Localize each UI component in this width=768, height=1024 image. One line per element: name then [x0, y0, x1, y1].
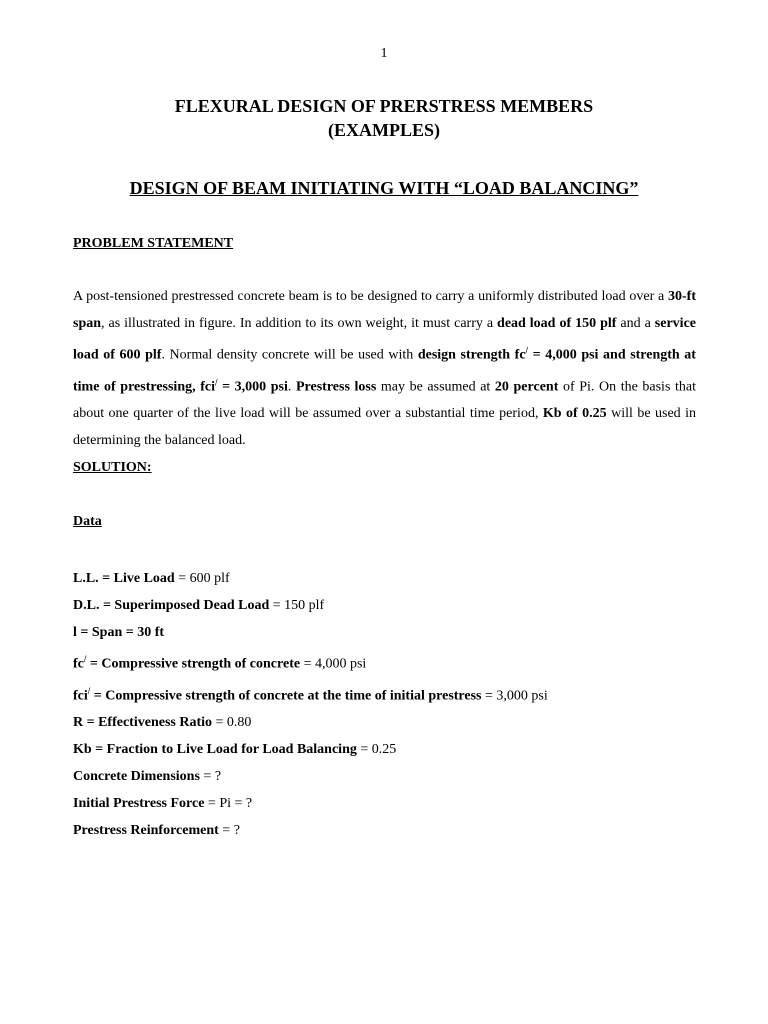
data-item: Initial Prestress Force = Pi = ? — [73, 796, 253, 812]
design-strength-value: = 4,000 psi and strength at time of prestressing, fci — [73, 347, 696, 395]
prime-mark: / — [525, 345, 529, 355]
prestressing-strength-value: = 3,000 psi — [217, 379, 288, 395]
problem-text: and a — [616, 315, 655, 331]
data-list — [73, 565, 548, 844]
document-title — [0, 94, 768, 142]
data-item: Kb = Fraction to Live Load for Load Balancing = 0.25 — [73, 742, 397, 758]
title-line-2: (EXAMPLES) — [328, 120, 440, 140]
prestress-loss-value: 20 percent — [494, 379, 559, 395]
kb-value: Kb of 0.25 — [542, 406, 607, 422]
problem-text: , as illustrated in figure. In addition to its own weight, it must carry a — [101, 315, 498, 331]
problem-text: will be used in determining the balanced load. — [73, 406, 697, 448]
data-item: l = Span = 30 ft — [73, 625, 165, 640]
title-line-1: FLEXURAL DESIGN OF PRERSTRESS MEMBERS — [174, 96, 594, 116]
problem-statement-paragraph — [73, 284, 696, 454]
span-value: 30-ft span — [73, 289, 696, 331]
data-item: D.L. = Superimposed Dead Load = 150 plf — [73, 598, 325, 613]
design-strength-label: design strength fc — [417, 347, 526, 363]
data-heading: Data — [73, 514, 102, 529]
page-number: 1 — [380, 46, 388, 61]
data-item: L.L. = Live Load = 600 plf — [73, 571, 230, 586]
prestress-loss-label: Prestress loss — [296, 379, 377, 395]
data-item: fci/ = Compressive strength of concrete at the time of initial prestress = 3,000 psi — [73, 685, 548, 704]
problem-text: . — [287, 379, 296, 395]
problem-text: of Pi. On the basis that about one quarter of the live load will be assumed over a substantial time period, — [73, 379, 696, 422]
problem-text: . Normal density concrete will be used with — [161, 347, 418, 363]
section-title: DESIGN OF BEAM INITIATING WITH “LOAD BALANCING” — [129, 178, 639, 198]
dead-load-value: dead load of 150 plf — [497, 315, 617, 331]
problem-statement-heading: PROBLEM STATEMENT — [73, 236, 234, 251]
problem-text: may be assumed at — [376, 379, 495, 395]
data-item: R = Effectiveness Ratio = 0.80 — [73, 715, 252, 731]
problem-text: A post-tensioned prestressed concrete beam is to be designed to carry a uniformly distributed load over a — [73, 289, 668, 304]
data-item: fc/ = Compressive strength of concrete = 4,000 psi — [73, 654, 367, 672]
solution-heading: SOLUTION: — [73, 460, 152, 475]
prime-mark: / — [214, 377, 218, 388]
service-load-value: service load of 600 plf — [73, 315, 696, 363]
data-item: Concrete Dimensions = ? — [73, 769, 222, 785]
data-item: Prestress Reinforcement = ? — [73, 823, 240, 839]
